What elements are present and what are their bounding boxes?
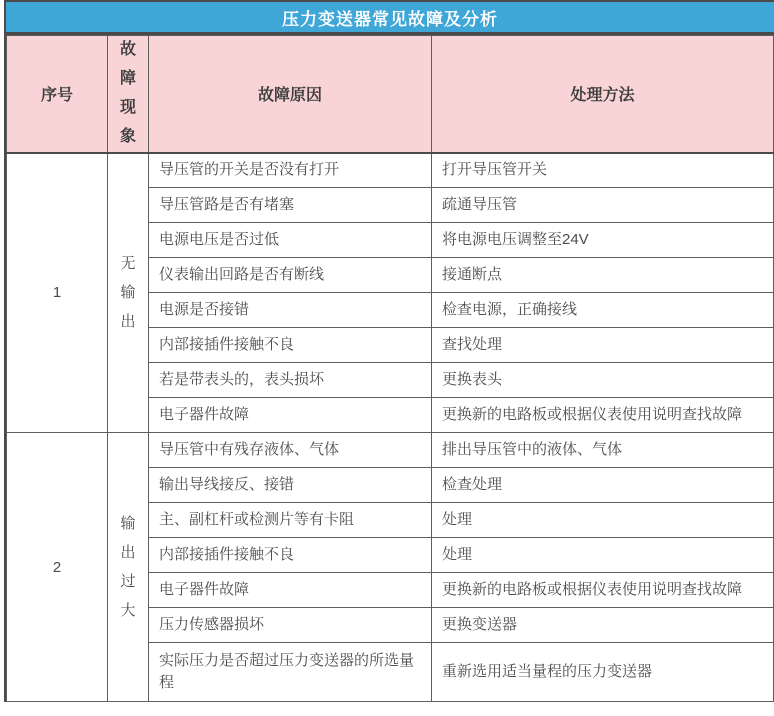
method-cell: 处理 xyxy=(432,503,774,538)
cause-cell: 导压管路是否有堵塞 xyxy=(149,188,432,223)
cause-cell: 电子器件故障 xyxy=(149,573,432,608)
phenomenon-label: 无输出 xyxy=(120,254,136,331)
header-row xyxy=(7,36,774,153)
table-row xyxy=(7,433,774,468)
cause-cell: 若是带表头的，表头损坏 xyxy=(149,363,432,398)
cause-cell: 导压管中有残存液体、气体 xyxy=(149,433,432,468)
phenomenon-cell xyxy=(108,433,149,702)
fault-analysis-table xyxy=(4,0,774,702)
cause-cell: 主、副杠杆或检测片等有卡阻 xyxy=(149,503,432,538)
method-cell: 更换新的电路板或根据仪表使用说明查找故障 xyxy=(432,398,774,433)
method-cell: 更换新的电路板或根据仪表使用说明查找故障 xyxy=(432,573,774,608)
header-fault-cause: 故障原因 xyxy=(149,36,432,153)
header-serial-number: 序号 xyxy=(7,36,108,153)
fault-table xyxy=(6,35,774,702)
method-cell: 打开导压管开关 xyxy=(432,153,774,188)
method-cell: 查找处理 xyxy=(432,328,774,363)
phenomenon-label: 输出过大 xyxy=(120,514,136,620)
cause-cell: 电子器件故障 xyxy=(149,398,432,433)
method-cell: 处理 xyxy=(432,538,774,573)
phenomenon-cell xyxy=(108,153,149,433)
cause-cell: 内部接插件接触不良 xyxy=(149,538,432,573)
cause-cell: 导压管的开关是否没有打开 xyxy=(149,153,432,188)
method-cell: 疏通导压管 xyxy=(432,188,774,223)
method-cell: 更换表头 xyxy=(432,363,774,398)
serial-number-cell: 1 xyxy=(7,153,108,433)
cause-cell: 仪表输出回路是否有断线 xyxy=(149,258,432,293)
cause-cell: 输出导线接反、接错 xyxy=(149,468,432,503)
table-title: 压力变送器常见故障及分析 xyxy=(6,2,774,35)
cause-cell: 电源是否接错 xyxy=(149,293,432,328)
cause-cell: 压力传感器损坏 xyxy=(149,608,432,643)
table-row xyxy=(7,153,774,188)
cause-cell: 内部接插件接触不良 xyxy=(149,328,432,363)
method-cell: 检查处理 xyxy=(432,468,774,503)
cause-cell: 实际压力是否超过压力变送器的所选量程 xyxy=(149,643,432,702)
header-fault-phenomenon xyxy=(108,36,149,153)
method-cell: 接通断点 xyxy=(432,258,774,293)
serial-number-cell: 2 xyxy=(7,433,108,702)
header-handling-method: 处理方法 xyxy=(432,36,774,153)
method-cell: 检查电源，正确接线 xyxy=(432,293,774,328)
header-fault-phenomenon-label: 故障现象 xyxy=(119,41,136,145)
cause-cell: 电源电压是否过低 xyxy=(149,223,432,258)
method-cell: 排出导压管中的液体、气体 xyxy=(432,433,774,468)
method-cell: 将电源电压调整至24V xyxy=(432,223,774,258)
method-cell: 更换变送器 xyxy=(432,608,774,643)
method-cell: 重新选用适当量程的压力变送器 xyxy=(432,643,774,702)
